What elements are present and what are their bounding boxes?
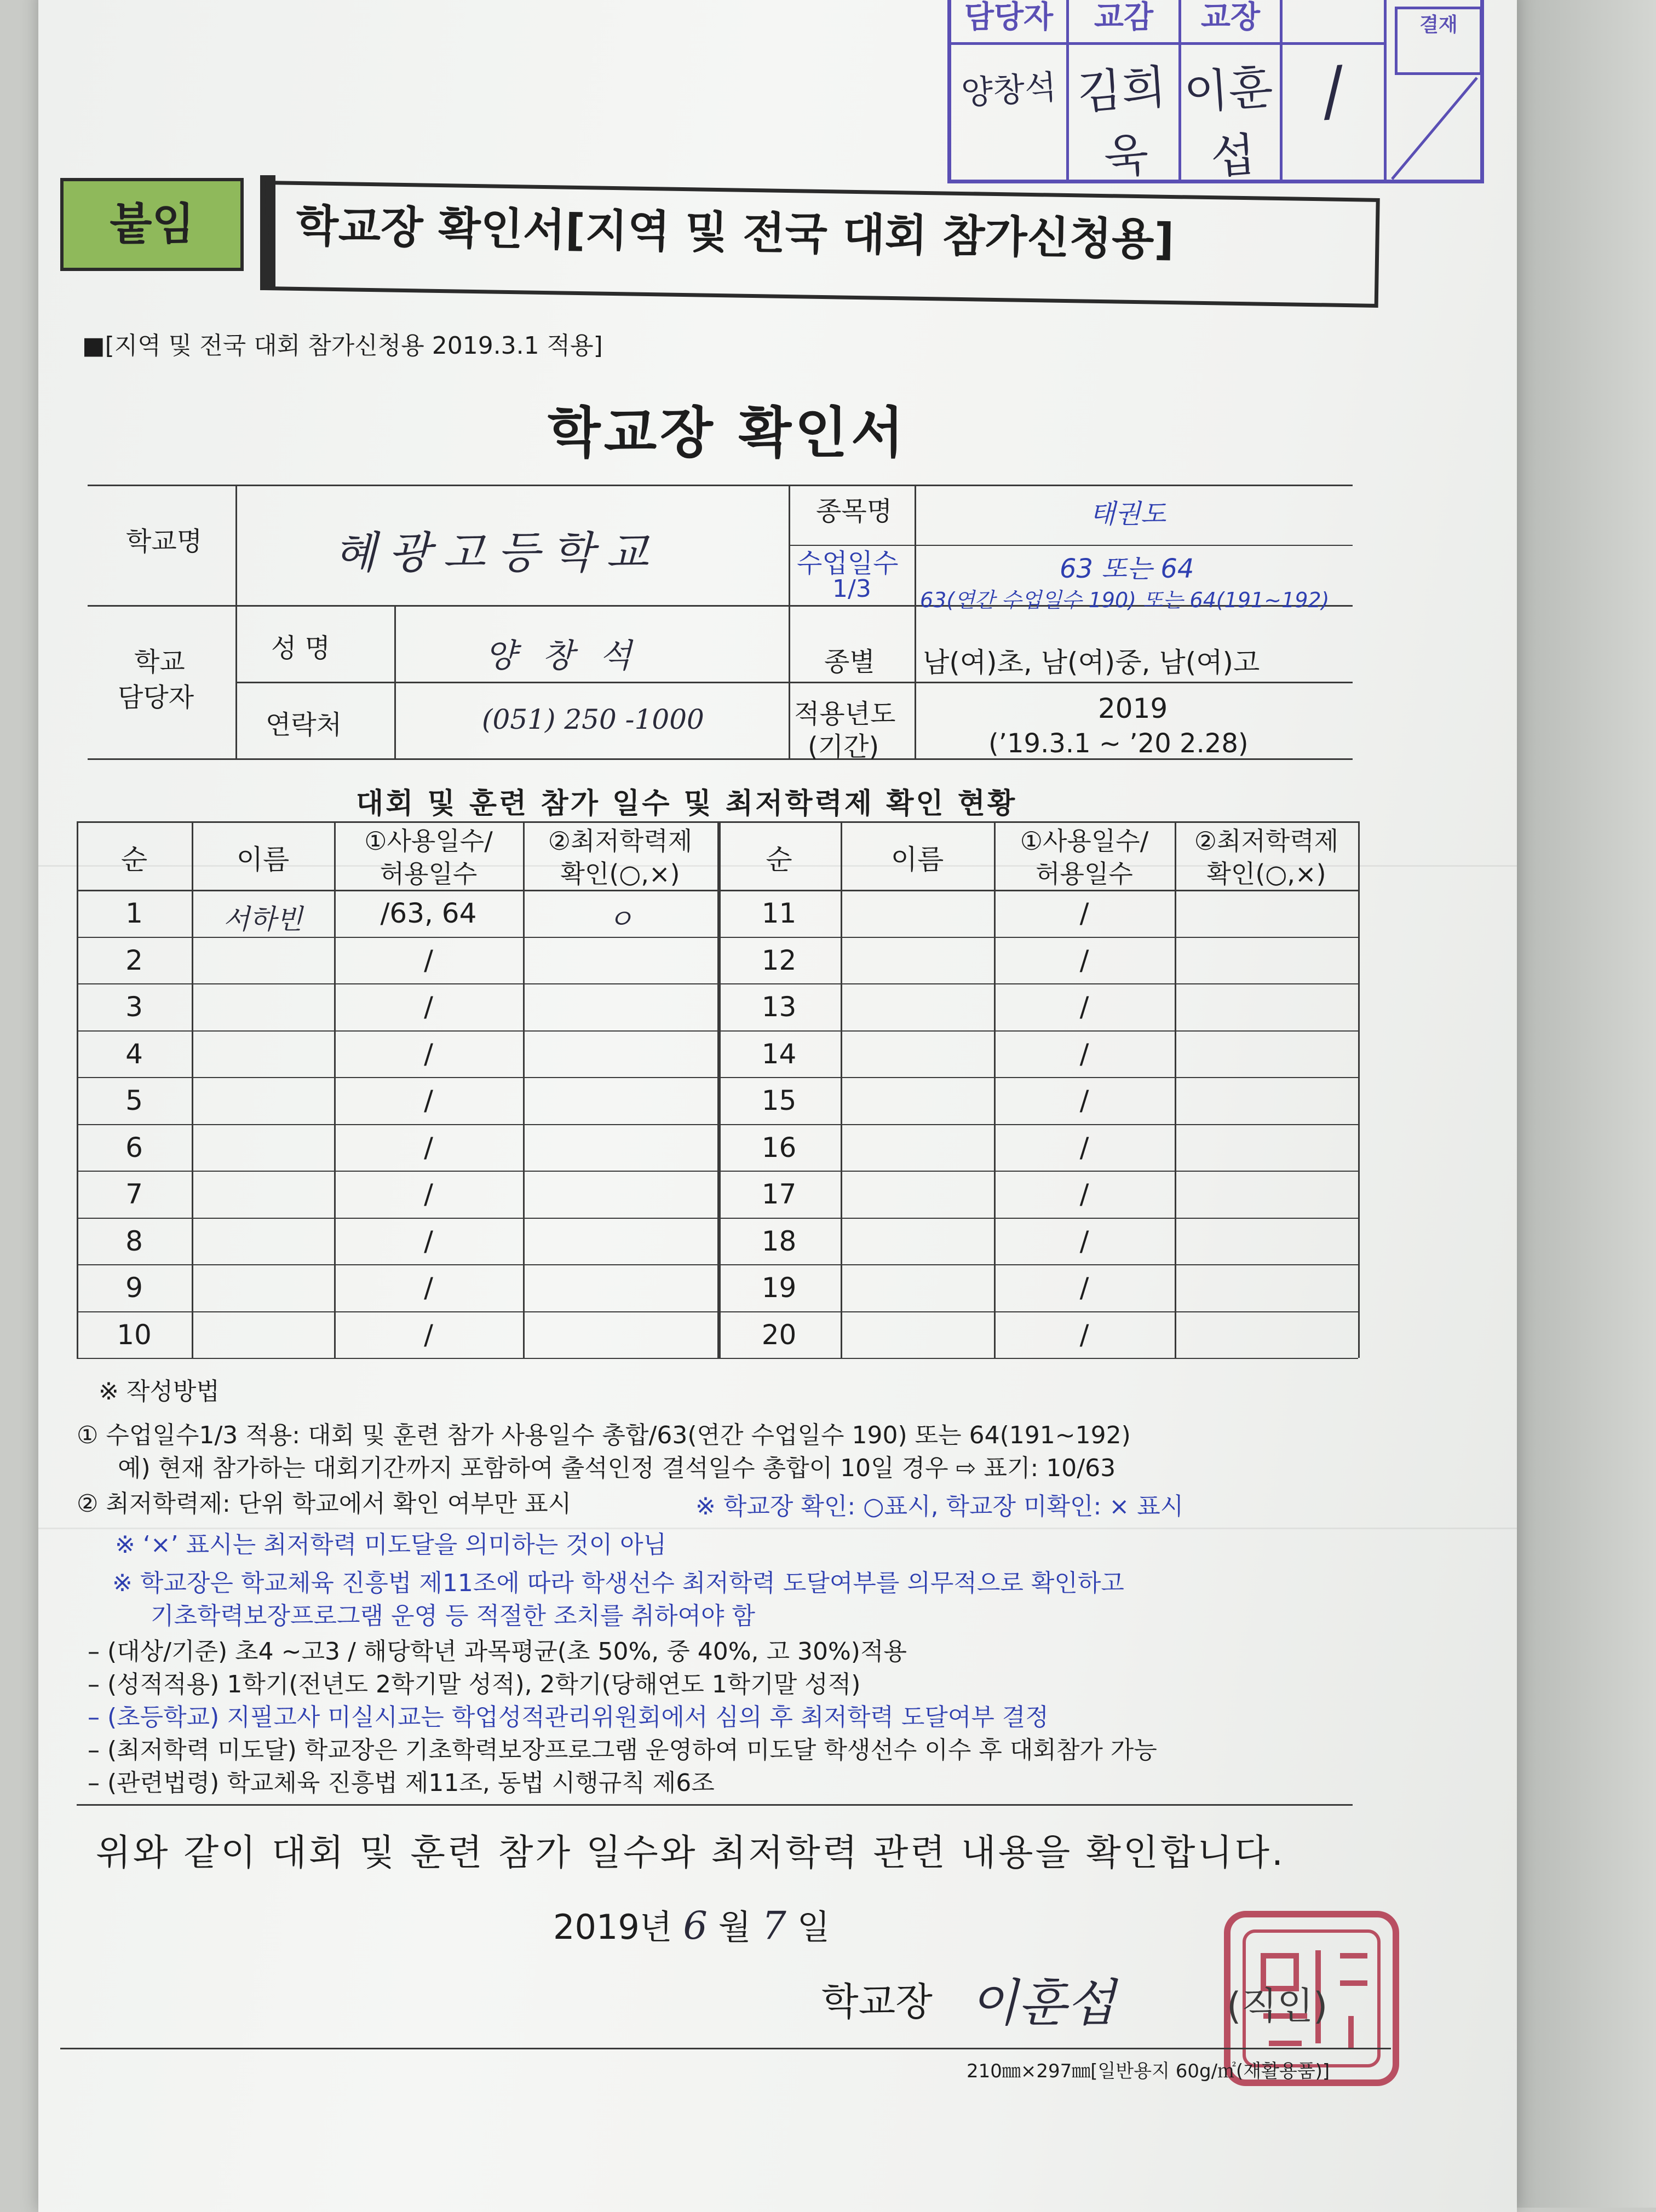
approval-diagonal xyxy=(1389,75,1480,182)
header-check: ②최저학력제 xyxy=(548,826,693,856)
date-day: 7 xyxy=(762,1903,786,1948)
note-item: ※ 학교장은 학교체육 진흥법 제11조에 따라 학생선수 최저학력 도달여부를 의무적으로 확인하고 xyxy=(112,1569,1124,1597)
staff-label-1: 학교 xyxy=(134,647,185,677)
header-days: 허용일수 xyxy=(380,859,478,889)
header-no: 순 xyxy=(120,844,148,875)
approval-signature: 양창석 xyxy=(960,68,1058,113)
row-days-cell: / xyxy=(424,1272,433,1304)
note-detail: – (초등학교) 지필고사 미실시교는 학업성적관리위원회에서 심의 후 최저학력 도달여부 결정 xyxy=(88,1703,1049,1731)
row-no-cell: 10 xyxy=(117,1318,152,1351)
row-no-cell: 12 xyxy=(761,944,797,976)
table-line xyxy=(1358,821,1360,1358)
row-days-cell: / xyxy=(1079,944,1089,976)
info-table xyxy=(88,460,1353,767)
row-days-cell: / xyxy=(424,1038,433,1070)
footer-divider xyxy=(60,2048,1391,2049)
note-item: ※ 학교장 확인: ○표시, 학교장 미확인: × 표시 xyxy=(695,1493,1184,1520)
document-title: 학교장 확인서 xyxy=(548,401,907,465)
row-no-cell: 14 xyxy=(761,1038,797,1070)
header-days: ①사용일수/ xyxy=(1020,826,1149,856)
row-days-cell: / xyxy=(424,1131,433,1163)
row-days-cell: / xyxy=(1079,897,1089,929)
row-no-cell: 19 xyxy=(761,1272,797,1304)
note-detail: – (최저학력 미도달) 학교장은 기초학력보장프로그램 운영하여 미도달 학생선수 이수 후 대회참가 가능 xyxy=(88,1736,1157,1764)
approval-header: 담당자 xyxy=(951,0,1066,45)
table-line xyxy=(88,485,1353,486)
row-no-cell: 8 xyxy=(125,1225,143,1257)
row-days-cell: / xyxy=(1079,1178,1089,1210)
header-check: 확인(○,×) xyxy=(1206,859,1326,889)
contact-value: (051) 250 -1000 xyxy=(482,704,704,735)
approval-small-box: 결재 xyxy=(1395,7,1482,75)
row-days-cell: /63, 64 xyxy=(380,897,477,929)
header-days: 허용일수 xyxy=(1036,859,1133,889)
apply-note: ■[지역 및 전국 대회 참가신청용 2019.3.1 적용] xyxy=(82,332,603,360)
row-no-cell: 7 xyxy=(125,1178,143,1210)
contact-label: 연락처 xyxy=(266,710,342,740)
table-line xyxy=(1175,821,1176,1358)
header-check: ②최저학력제 xyxy=(1194,826,1339,856)
school-name-value: 혜광고등학교 xyxy=(334,527,660,578)
row-no-cell: 20 xyxy=(761,1318,797,1351)
table-line xyxy=(77,1358,1358,1359)
attachment-badge: 붙임 xyxy=(60,178,244,271)
paper-spec-footer: 210㎜×297㎜[일반용지 60g/㎡(재활용품)] xyxy=(967,2060,1330,2082)
date-day-unit: 일 xyxy=(797,1907,830,1947)
days-label-2: 1/3 xyxy=(832,575,871,603)
row-no-cell: 5 xyxy=(125,1085,143,1116)
staff-label-2: 담당자 xyxy=(118,682,194,713)
section-title: 대회 및 훈련 참가 일수 및 최저학력제 확인 현황 xyxy=(356,787,1017,820)
row-days-cell: / xyxy=(424,944,433,976)
approval-signature: 김희욱 xyxy=(1075,60,1168,185)
row-no-cell: 17 xyxy=(761,1178,797,1210)
sport-label: 종목명 xyxy=(816,496,893,527)
row-days-cell: / xyxy=(424,1178,433,1210)
row-days-cell: / xyxy=(1079,1318,1089,1351)
row-days-cell: / xyxy=(424,1225,433,1257)
confirmation-text: 위와 같이 대회 및 훈련 참가 일수와 최저학력 관련 내용을 확인합니다. xyxy=(96,1831,1285,1874)
row-no-cell: 16 xyxy=(761,1131,797,1163)
category-value: 남(여)초, 남(여)중, 남(여)고 xyxy=(923,647,1260,678)
approval-header: 교감 xyxy=(1069,0,1178,45)
row-no-cell: 4 xyxy=(125,1038,143,1070)
year-label-1: 적용년도 xyxy=(794,699,896,729)
row-days-cell: / xyxy=(1079,1038,1089,1070)
header-check: 확인(○,×) xyxy=(560,859,680,889)
sport-value: 태권도 xyxy=(1090,499,1166,529)
category-label: 종별 xyxy=(824,647,875,677)
row-no-cell: 1 xyxy=(125,897,143,929)
period-value: (’19.3.1 ~ ’20 2.28) xyxy=(988,728,1249,759)
background-surface xyxy=(1517,0,1656,2208)
days-note: 63(연간 수업일수 190) 또는 64(191~192) xyxy=(920,588,1330,612)
row-check-cell: ㅇ xyxy=(607,903,634,935)
principal-signature: 이훈섭 xyxy=(969,1974,1116,2032)
row-no-cell: 9 xyxy=(125,1272,143,1304)
table-line xyxy=(394,605,396,758)
header-days: ①사용일수/ xyxy=(364,826,493,856)
note-detail: – (성적적용) 1학기(전년도 2학기말 성적), 2학기(당해연도 1학기말 성적) xyxy=(88,1670,861,1698)
note-detail: – (대상/기준) 초4 ~고3 / 해당학년 과목평균(초 50%, 중 40%, 고 30%)적용 xyxy=(88,1638,907,1666)
row-days-cell: / xyxy=(1079,1131,1089,1163)
table-line xyxy=(235,682,1353,683)
year-label-2: (기간) xyxy=(808,731,879,762)
notes-heading: ※ 작성방법 xyxy=(99,1378,220,1405)
table-line xyxy=(235,485,237,758)
row-days-cell: / xyxy=(1079,1225,1089,1257)
row-days-cell: / xyxy=(1079,1272,1089,1304)
row-days-cell: / xyxy=(424,1085,433,1116)
note-item: ① 수업일수1/3 적용: 대회 및 훈련 참가 사용일수 총합/63(연간 수업일수 190) 또는 64(191~192) xyxy=(77,1421,1131,1449)
note-item: ※ ‘×’ 표시는 최저학력 미도달을 의미하는 것이 아님 xyxy=(115,1531,667,1559)
approval-column xyxy=(1283,0,1387,180)
note-item: 기초학력보장프로그램 운영 등 적절한 조치를 취하여야 함 xyxy=(151,1602,756,1630)
row-days-cell: / xyxy=(424,991,433,1023)
approval-column xyxy=(1069,0,1181,185)
approval-stamp-box xyxy=(947,0,1484,183)
approval-signature: / xyxy=(1319,52,1347,130)
row-name-cell: 서하빈 xyxy=(223,903,303,935)
principal-label: 학교장 xyxy=(821,1979,933,2024)
seal-label: (직인) xyxy=(1227,1985,1328,2028)
name-label: 성 명 xyxy=(271,633,330,664)
row-no-cell: 15 xyxy=(761,1085,797,1116)
row-no-cell: 2 xyxy=(125,944,143,976)
date-month: 6 xyxy=(683,1903,708,1948)
row-no-cell: 3 xyxy=(125,991,143,1023)
issue-date xyxy=(553,1900,830,1949)
days-value: 63 또는 64 xyxy=(1060,554,1194,584)
header-no: 순 xyxy=(766,844,792,875)
row-no-cell: 18 xyxy=(761,1225,797,1257)
school-label: 학교명 xyxy=(126,526,203,557)
days-label-1: 수업일수 xyxy=(797,548,899,579)
table-line xyxy=(915,485,916,758)
note-detail: – (관련법령) 학교체육 진흥법 제11조, 동법 시행규칙 제6조 xyxy=(88,1769,715,1797)
row-no-cell: 13 xyxy=(761,991,797,1023)
year-value: 2019 xyxy=(1098,693,1168,724)
table-line xyxy=(841,821,842,1358)
date-month-unit: 월 xyxy=(718,1907,751,1947)
approval-column xyxy=(1181,0,1283,185)
approval-column xyxy=(951,0,1069,180)
row-no-cell: 11 xyxy=(761,897,797,929)
note-item: 예) 현재 참가하는 대회기간까지 포함하여 출석인정 결석일수 총합이 10일 경우 ⇨ 표기: 10/63 xyxy=(118,1454,1116,1482)
table-line xyxy=(789,485,790,758)
date-year: 2019년 xyxy=(553,1907,672,1947)
row-days-cell: / xyxy=(1079,991,1089,1023)
approval-header xyxy=(1283,0,1384,45)
row-no-cell: 6 xyxy=(125,1131,143,1163)
header-name: 이름 xyxy=(890,844,944,875)
row-days-cell: / xyxy=(424,1318,433,1351)
row-days-cell: / xyxy=(1079,1085,1089,1116)
note-item: ② 최저학력제: 단위 학교에서 확인 여부만 표시 xyxy=(77,1490,572,1518)
approval-header: 교장 xyxy=(1181,0,1280,45)
header-title: 학교장 확인서[지역 및 전국 대회 참가신청용] xyxy=(264,181,1380,308)
participation-table xyxy=(77,821,1358,1382)
notes-divider xyxy=(77,1804,1353,1806)
approval-signature: 이훈섭 xyxy=(1182,60,1275,185)
staff-name-value: 양 창 석 xyxy=(485,637,640,675)
header-name: 이름 xyxy=(236,844,290,875)
